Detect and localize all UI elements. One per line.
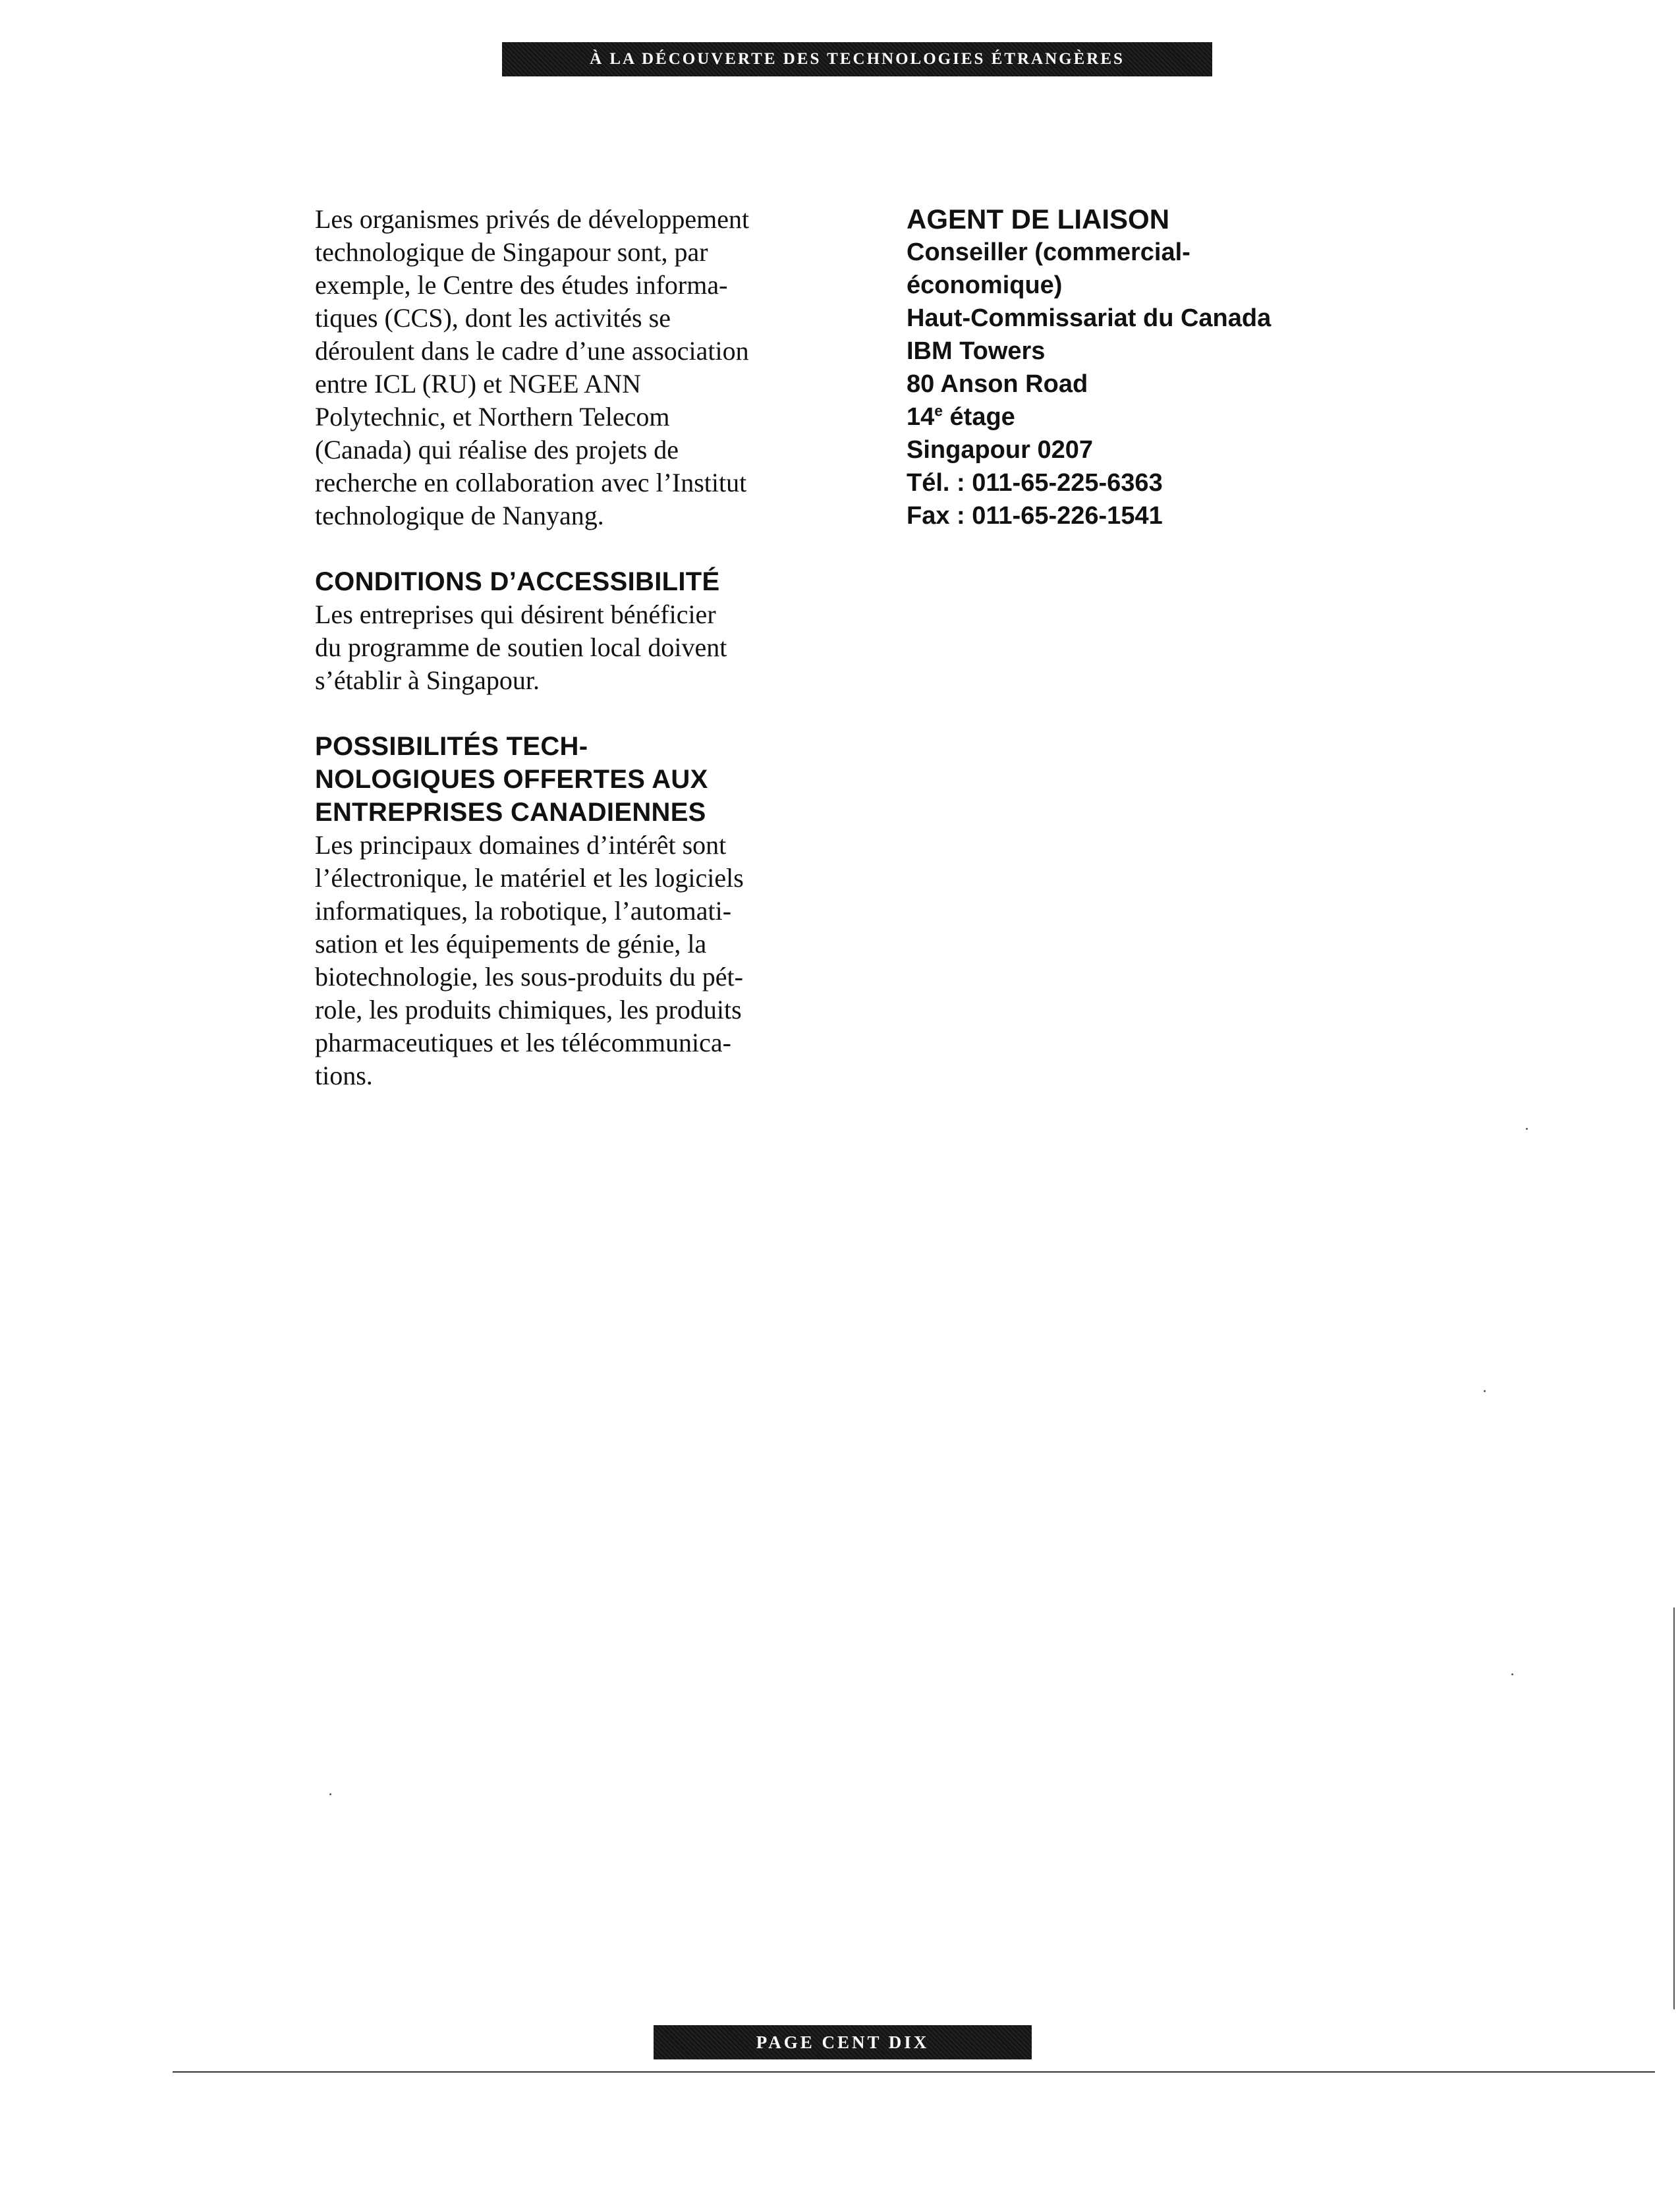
intro-paragraph bbox=[315, 203, 816, 532]
scan-speck bbox=[1484, 1390, 1486, 1392]
possibilities-line: Les principaux domaines d’intérêt sont bbox=[315, 830, 727, 860]
intro-line: Polytechnic, et Northern Telecom bbox=[315, 402, 670, 432]
liaison-fax: Fax : 011-65-226-1541 bbox=[907, 502, 1163, 530]
liaison-building: IBM Towers bbox=[907, 337, 1046, 365]
possibilities-section bbox=[315, 730, 816, 1092]
liaison-heading: AGENT DE LIAISON bbox=[907, 204, 1170, 235]
possibilities-heading-line: POSSIBILITÉS TECH- bbox=[315, 732, 588, 761]
footer-rule bbox=[173, 2071, 1655, 2073]
scan-edge-rule bbox=[1673, 1607, 1675, 2009]
intro-line: Les organismes privés de développement bbox=[315, 204, 750, 234]
conditions-line: s’établir à Singapour. bbox=[315, 665, 540, 695]
scan-speck bbox=[329, 1793, 331, 1795]
liaison-phone: Tél. : 011-65-225-6363 bbox=[907, 469, 1163, 497]
conditions-line: du programme de soutien local doivent bbox=[315, 632, 727, 662]
possibilities-line: pharmaceutiques et les télécommunica- bbox=[315, 1028, 731, 1057]
intro-line: recherche en collaboration avec l’Institut bbox=[315, 468, 747, 497]
liaison-title-line: Conseiller (commercial- bbox=[907, 238, 1190, 266]
intro-line: technologique de Nanyang. bbox=[315, 501, 604, 530]
intro-line: tiques (CCS), dont les activités se bbox=[315, 303, 671, 333]
intro-line: exemple, le Centre des études informa- bbox=[315, 270, 728, 300]
possibilities-heading-line: ENTREPRISES CANADIENNES bbox=[315, 798, 706, 827]
left-column bbox=[315, 203, 816, 1092]
possibilities-line: tions. bbox=[315, 1061, 373, 1090]
conditions-line: Les entreprises qui désirent bénéficier bbox=[315, 600, 716, 629]
conditions-section bbox=[315, 565, 816, 697]
liaison-floor bbox=[907, 401, 1407, 433]
liaison-floor-word: étage bbox=[942, 403, 1015, 431]
intro-line: entre ICL (RU) et NGEE ANN bbox=[315, 369, 642, 399]
scan-speck bbox=[1526, 1128, 1528, 1130]
intro-line: (Canada) qui réalise des projets de bbox=[315, 435, 679, 464]
possibilities-heading-line: NOLOGIQUES OFFERTES AUX bbox=[315, 765, 708, 794]
running-header-banner bbox=[502, 42, 1212, 76]
liaison-title-line: économique) bbox=[907, 271, 1063, 299]
liaison-office: Haut-Commissariat du Canada bbox=[907, 304, 1272, 332]
liaison-contact-block bbox=[907, 203, 1407, 532]
intro-line: déroulent dans le cadre d’une association bbox=[315, 336, 749, 366]
liaison-floor-suffix: e bbox=[934, 402, 943, 420]
possibilities-line: sation et les équipements de génie, la bbox=[315, 929, 707, 959]
possibilities-line: informatiques, la robotique, l’automati- bbox=[315, 896, 732, 926]
running-header-title: À LA DÉCOUVERTE DES TECHNOLOGIES ÉTRANGÈRES bbox=[590, 50, 1125, 68]
liaison-city: Singapour 0207 bbox=[907, 436, 1093, 464]
intro-line: technologique de Singapour sont, par bbox=[315, 237, 708, 267]
scan-speck bbox=[1511, 1673, 1513, 1675]
possibilities-line: l’électronique, le matériel et les logiciels bbox=[315, 863, 744, 893]
liaison-floor-number: 14 bbox=[907, 403, 935, 431]
possibilities-line: role, les produits chimiques, les produits bbox=[315, 995, 742, 1024]
page-number-banner bbox=[654, 2025, 1032, 2059]
page-number-label: PAGE CENT DIX bbox=[756, 2032, 930, 2052]
conditions-heading: CONDITIONS D’ACCESSIBILITÉ bbox=[315, 567, 720, 596]
liaison-street: 80 Anson Road bbox=[907, 370, 1088, 398]
possibilities-line: biotechnologie, les sous-produits du pét- bbox=[315, 962, 743, 992]
